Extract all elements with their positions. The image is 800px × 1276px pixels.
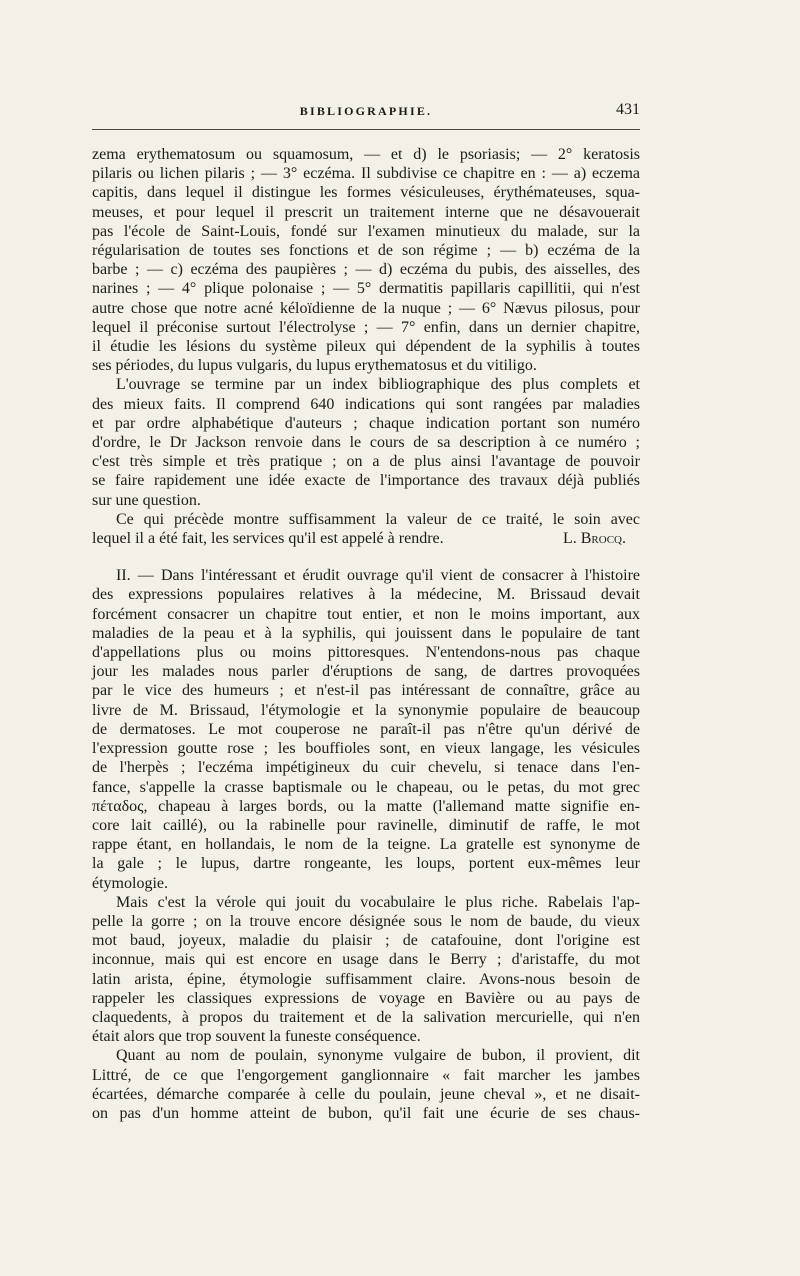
text-line: était alors que trop souvent la funeste conséquence.: [92, 1028, 421, 1046]
text-line: pas l'école de Saint-Louis, fondé sur l'examen minutieux du malade, sur la: [92, 222, 640, 240]
text-line: capitis, dans lequel il distingue les formes vésiculeuses, érythémateuses, squa-: [92, 184, 640, 202]
header-title: BIBLIOGRAPHIE.: [299, 104, 433, 118]
text-line: Mais c'est la vérole qui jouit du vocabulaire le plus riche. Rabelais l'ap-: [116, 893, 640, 911]
page-number: 431: [616, 101, 640, 118]
text-line: Littré, de ce que l'engorgement ganglionnaire « fait marcher les jambes: [92, 1066, 640, 1084]
text-line: jour les malades nous parler d'éruptions de sang, de dartres provoquées: [92, 663, 640, 681]
text-line: πέταδος, chapeau à larges bords, ou la matte (l'allemand matte signifie en-: [92, 797, 640, 815]
text-line: on pas d'un homme atteint de bubon, qu'il fait une écurie de ses chaus-: [92, 1104, 640, 1122]
text-line: rappe étant, en hollandais, le nom de la teigne. La gratelle est synonyme de: [92, 836, 640, 854]
text-line: de l'herpès ; l'eczéma impétigineux du cuir chevelu, si tenace dans l'en-: [92, 759, 640, 777]
text-line: lequel il préconise surtout l'électrolyse ; — 7° enfin, dans un dernier chapitre,: [92, 318, 640, 336]
text-line: zema erythematosum ou squamosum, — et d) le psoriasis; — 2° keratosis: [92, 146, 640, 163]
text-line: II. — Dans l'intéressant et érudit ouvrage qu'il vient de consacrer à l'histoire: [116, 567, 640, 585]
text-line: écartées, démarche comparée à celle du poulain, jeune cheval », et ne disait-: [92, 1085, 640, 1103]
text-line: pilaris ou lichen pilaris ; — 3° eczéma. Il subdivise ce chapitre en : — a) eczema: [92, 165, 640, 183]
text-line: forcément consacrer un chapitre tout entier, et non le moins important, aux: [92, 605, 640, 623]
text-line: narines ; — 4° plique polonaise ; — 5° dermatitis papillaris capillitii, qui n'est: [92, 280, 640, 298]
text-line: autre chose que notre acné kéloïdienne de la nuque ; — 6° Nævus pilosus, pour: [92, 299, 640, 317]
text-line: Quant au nom de poulain, synonyme vulgaire de bubon, il provient, dit: [116, 1047, 640, 1065]
header-rule: [92, 129, 640, 130]
body-text: [92, 145, 640, 1123]
text-line: inconnue, mais qui est encore en usage dans le Berry ; d'aristaffe, du mot: [92, 951, 640, 969]
text-line: étymologie.: [92, 874, 168, 892]
author-signature: L. Brocq.: [562, 530, 626, 548]
text-line: des mieux faits. Il comprend 640 indications qui sont rangées par maladies: [92, 395, 640, 413]
text-line: c'est très simple et très pratique ; on a de plus ainsi l'avantage de pouvoir: [92, 453, 640, 471]
text-line: Ce qui précède montre suffisamment la valeur de ce traité, le soin avec: [116, 510, 640, 528]
text-line: claquedents, à propos du traitement et de la salivation mercurielle, qui n'en: [92, 1008, 640, 1026]
running-header: [92, 101, 640, 128]
text-line: mot baud, joyeux, maladie du plaisir ; de catafouine, dont l'origine est: [92, 932, 640, 950]
text-line: d'ordre, le Dr Jackson renvoie dans le cours de sa description à ce numéro ;: [92, 434, 640, 452]
text-line: se faire rapidement une idée exacte de l'importance des travaux déjà publiés: [92, 472, 640, 490]
text-line: sur une question.: [92, 491, 201, 509]
text-line: l'expression goutte rose ; les bouffioles sont, en vieux langage, les vésicules: [92, 740, 640, 758]
text-line: core lait caillé), ou la rabinelle pour ravinelle, diminutif de raffe, le mot: [92, 816, 640, 834]
text-line: de dermatoses. Le mot couperose ne paraît-il pas n'être qu'un dérivé de: [92, 720, 640, 738]
text-line: maladies de la peau et à la syphilis, qui jouissent dans le populaire de tant: [92, 624, 640, 642]
text-line: latin arista, épine, étymologie suffisamment claire. Avons-nous besoin de: [92, 970, 640, 988]
text-line-content: lequel il a été fait, les services qu'il est appelé à rendre.: [92, 530, 444, 548]
text-line: des expressions populaires relatives à la médecine, M. Brissaud devait: [92, 586, 640, 604]
text-line: pelle la gorre ; on la trouve encore désignée sous le nom de baude, du vieux: [92, 912, 640, 930]
text-line: régularisation de toutes ses fonctions et de son régime ; — b) eczéma de la: [92, 242, 640, 260]
text-line: L'ouvrage se termine par un index bibliographique des plus complets et: [116, 376, 640, 394]
text-line: [92, 529, 640, 548]
text-line: la gale ; le lupus, dartre rongeante, les loups, portent eux-mêmes leur: [92, 855, 640, 873]
text-line: et par ordre alphabétique d'auteurs ; chaque indication portant son numéro: [92, 414, 640, 432]
text-line: rappeler les classiques expressions de voyage en Bavière ou au pays de: [92, 989, 640, 1007]
text-line: il étudie les lésions du système pileux qui dépendent de la syphilis à toutes: [92, 338, 640, 356]
text-line: ses périodes, du lupus vulgaris, du lupus erythematosus et du vitiligo.: [92, 357, 537, 375]
text-line: barbe ; — c) eczéma des paupières ; — d) eczéma du pubis, des aisselles, des: [92, 261, 640, 279]
text-line: livre de M. Brissaud, l'étymologie et la synonymie populaire de beaucoup: [92, 701, 640, 719]
text-line: meuses, et pour lequel il prescrit un traitement interne que ne désavouerait: [92, 203, 640, 221]
text-line: d'appellations plus ou moins pittoresques. N'entendons-nous pas chaque: [92, 644, 640, 662]
text-line: fance, s'appelle la crasse baptismale ou le chapeau, ou le petas, du mot grec: [92, 778, 640, 796]
text-line: par le vice des humeurs ; et n'est-il pas intéressant de connaître, grâce au: [92, 682, 640, 700]
